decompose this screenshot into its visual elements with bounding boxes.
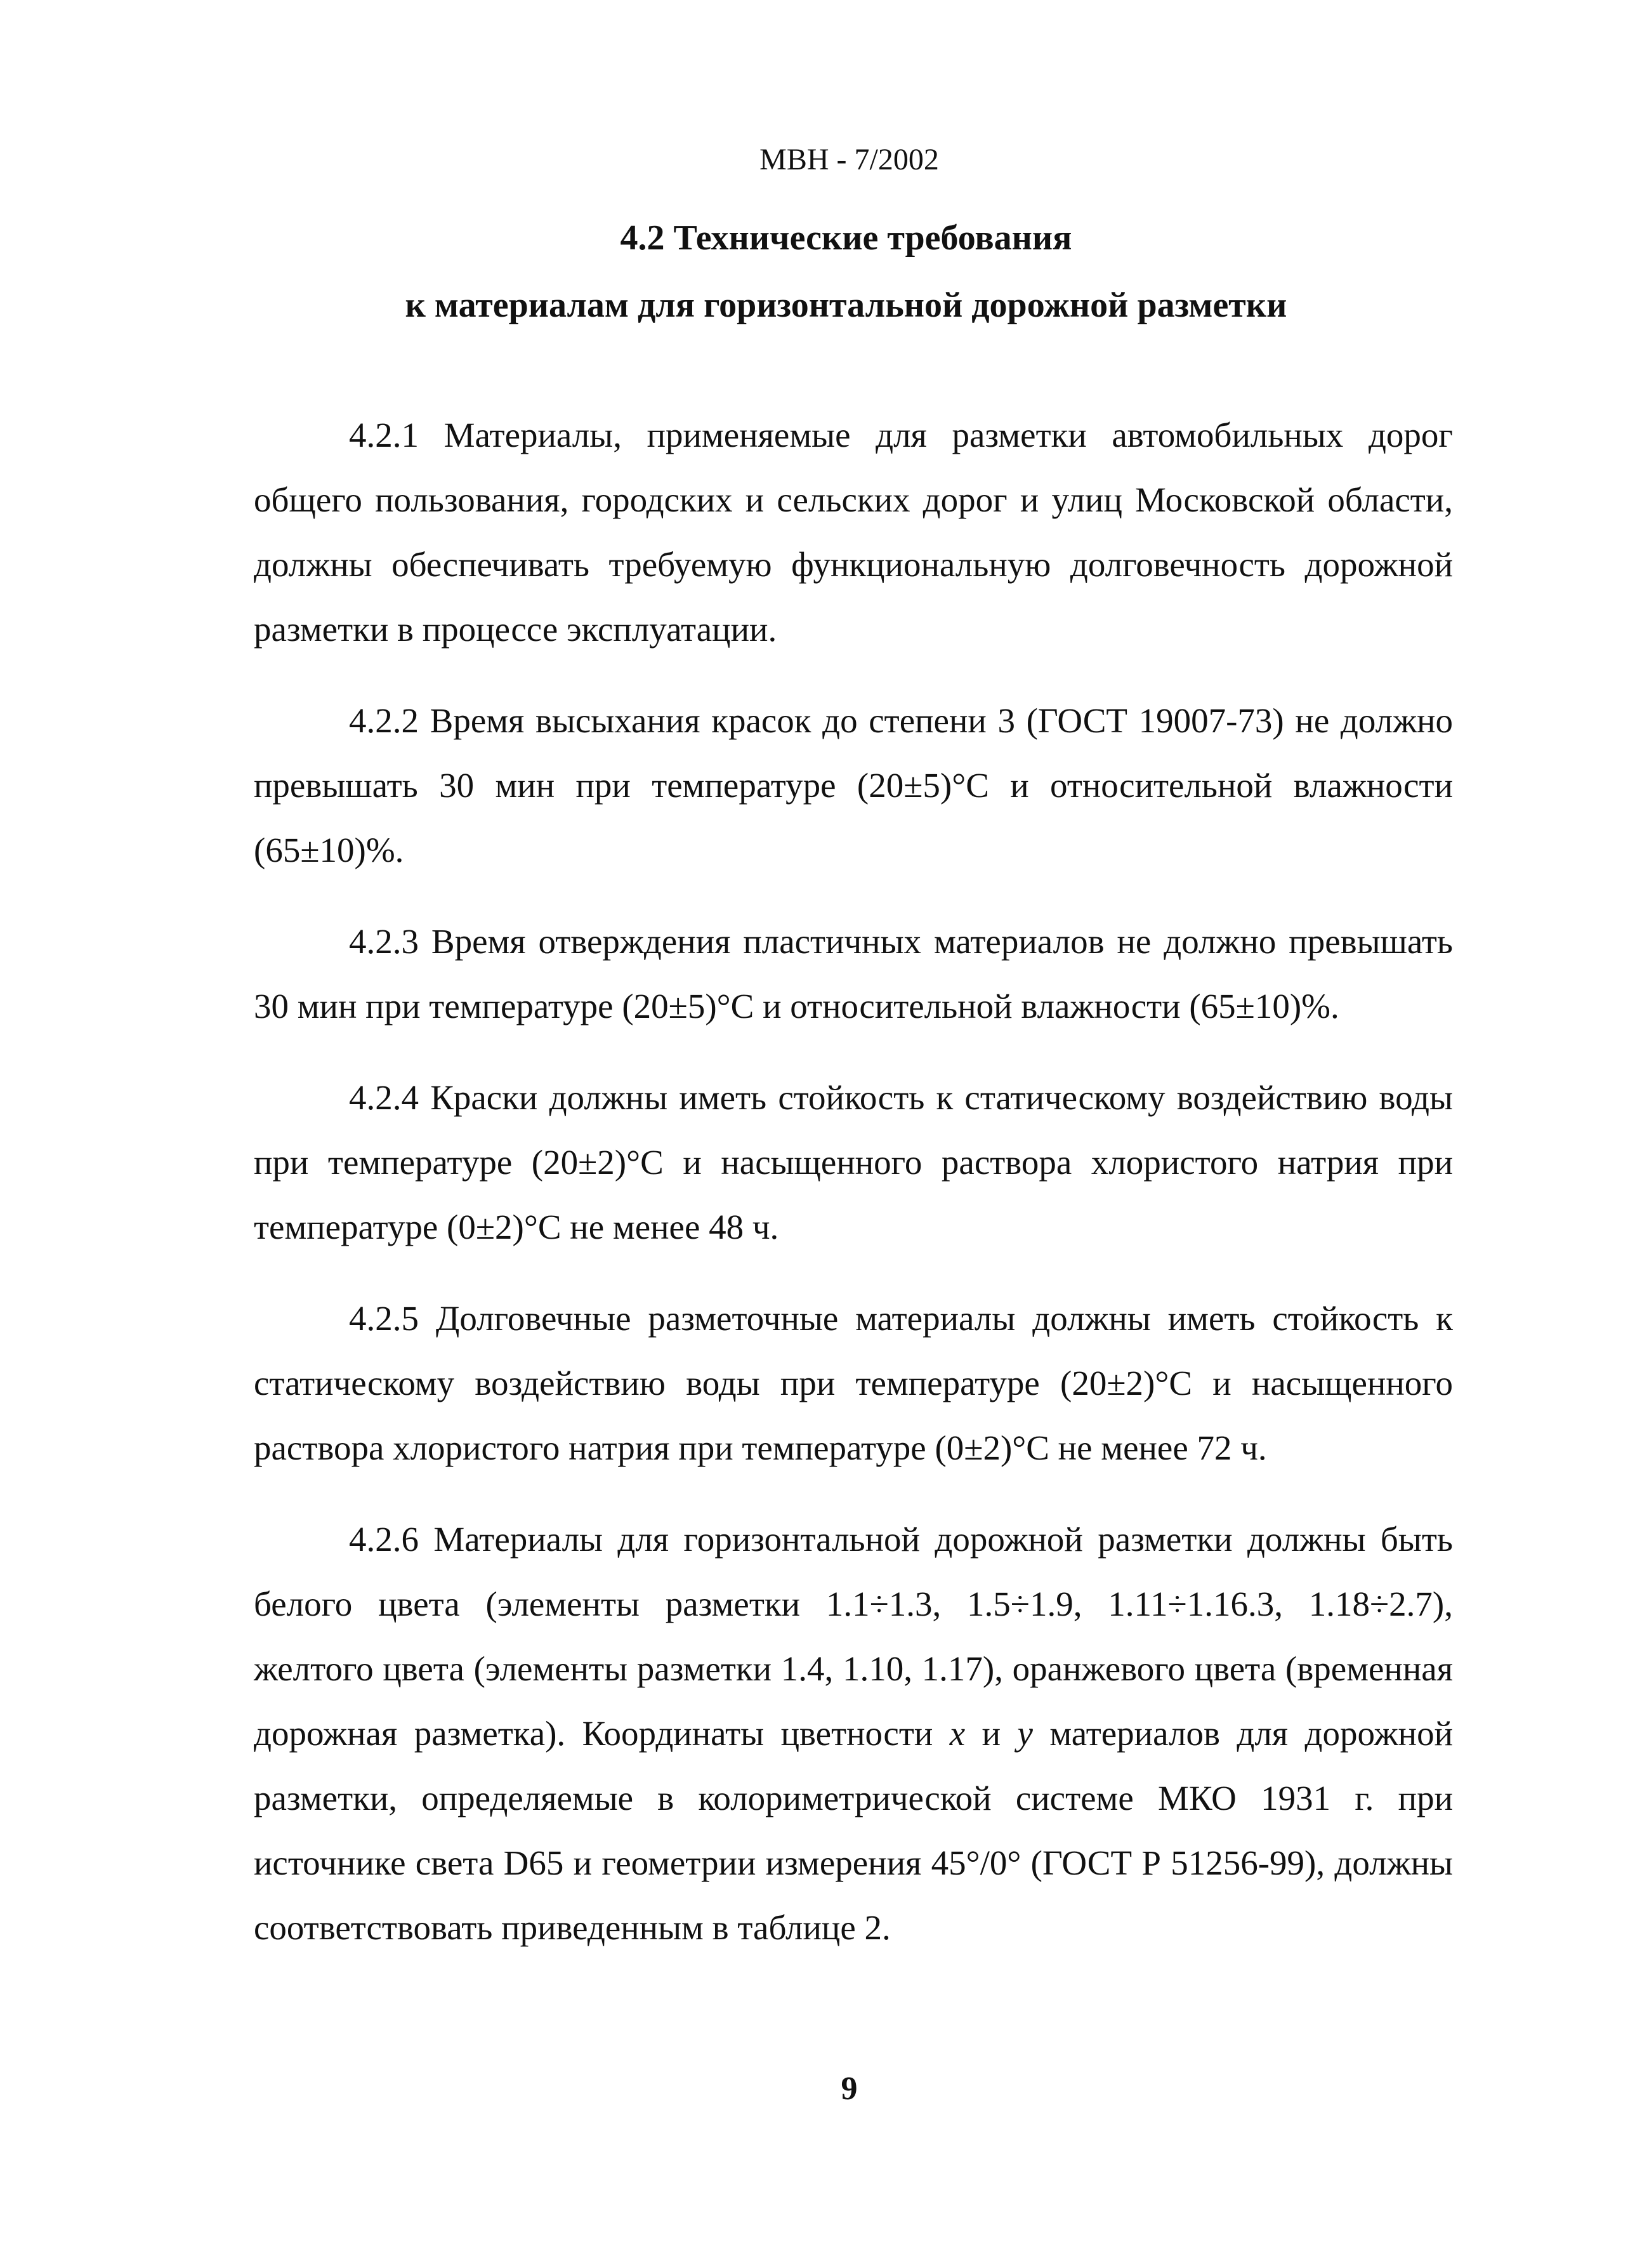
page-number: 9 [841,2071,858,2107]
document-body [254,403,1453,1987]
variable-y: y [1017,1714,1033,1753]
paragraph-4-2-5: 4.2.5 Долговечные разметочные материалы должны иметь стойкость к статическому воздействию воды при температуре (20±2)°С и насыщенного раствора хлористого натрия при температуре (0±2)°С не менее 72 ч. [254,1299,1453,1467]
paragraph-4-2-3: 4.2.3 Время отверждения пластичных материалов не должно превышать 30 мин при температуре (20±5)°С и относительной влажности (65±10)%. [254,922,1453,1025]
paragraph-4-2-6-part-1: 4.2.6 Материалы для горизонтальной дорожной разметки должны быть белого цвета (элементы разметки 1.1÷1.3, 1.5÷1.9, 1.11÷1.16.3, 1.18÷2.7), желтого цвета (элементы разметки 1.4, 1.10, 1.17), оранжевого цвета (временная дорожная разметка). Координаты цветности [254,1520,1453,1753]
paragraph-4-2-6 [254,1507,1453,1960]
section-title-line-2: к материалам для горизонтальной дорожной разметки [405,286,1287,325]
document-code: МВН - 7/2002 [759,143,939,176]
paragraph-4-2-1: 4.2.1 Материалы, применяемые для разметки автомобильных дорог общего пользования, городских и сельских дорог и улиц Московской области, должны обеспечивать требуемую функциональную долговечность дорожной разметки в процессе эксплуатации. [254,416,1453,649]
paragraph-4-2-6-part-2: материалов для дорожной разметки, определяемые в колориметрической системе МКО 1931 г. при источнике света D65 и геометрии измерения 45°/0° (ГОСТ Р 51256-99), должны соответствовать приведенным в таблице 2. [254,1714,1454,1947]
section-title-line-1: 4.2 Технические требования [620,218,1072,258]
conjunction-and: и [965,1714,1018,1753]
paragraph-4-2-2: 4.2.2 Время высыхания красок до степени 3 (ГОСТ 19007-73) не должно превышать 30 мин при температуре (20±5)°С и относительной влажности (65±10)%. [254,701,1453,869]
paragraph-4-2-4: 4.2.4 Краски должны иметь стойкость к статическому воздействию воды при температуре (20±2)°С и насыщенного раствора хлористого натрия при температуре (0±2)°С не менее 48 ч. [254,1078,1453,1246]
variable-x: x [949,1714,966,1753]
